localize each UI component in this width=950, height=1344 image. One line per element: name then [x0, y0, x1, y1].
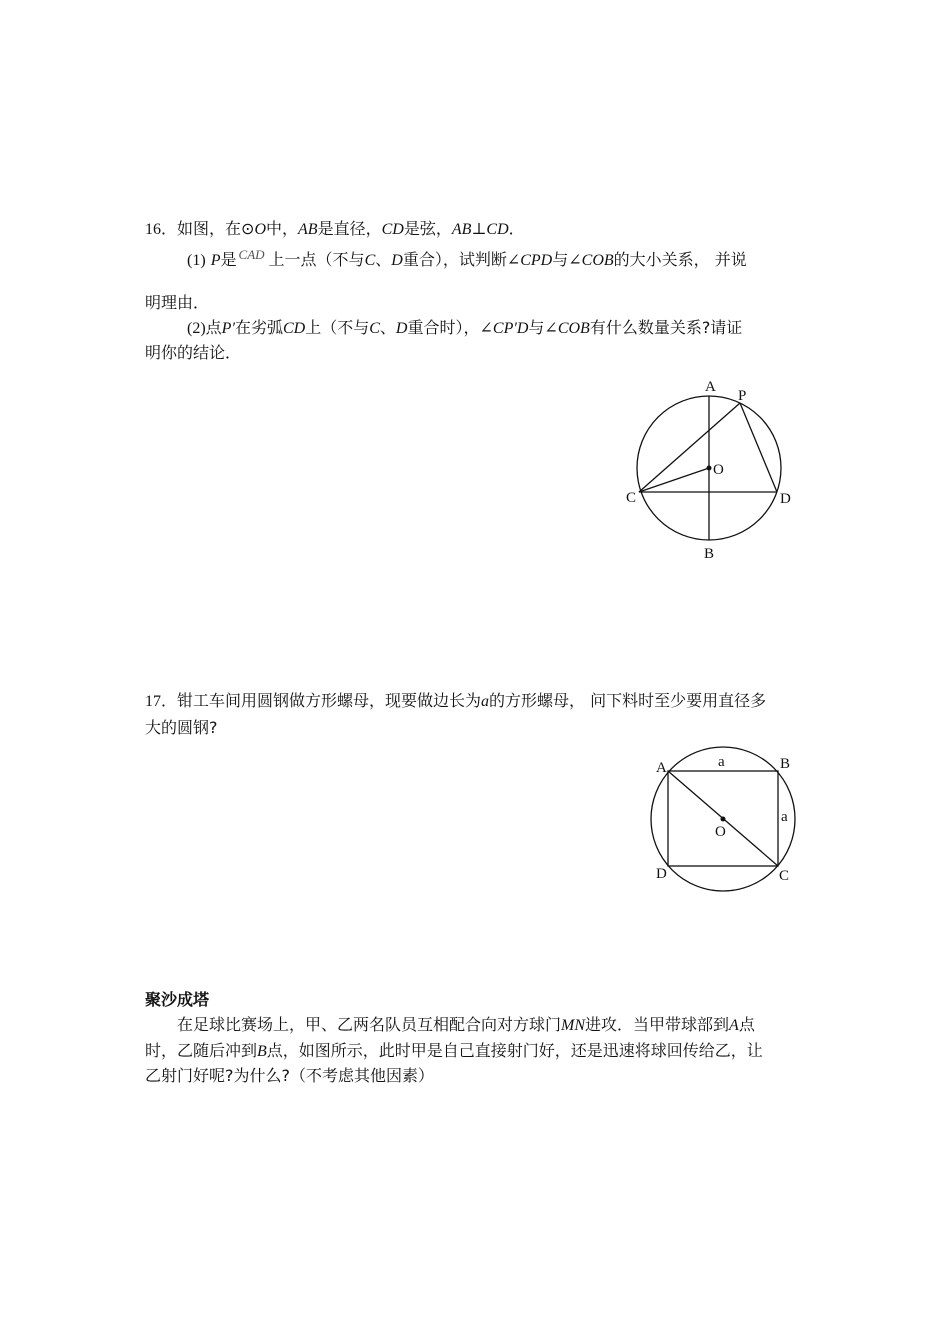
extra-line-1: 在足球比赛场上，甲、乙两名队员互相配合向对方球门MN进攻．当甲带球部到A点 — [177, 1015, 755, 1034]
q17-figure — [645, 752, 815, 892]
q17-center-dot — [721, 817, 726, 822]
q16-label-b: B — [704, 546, 715, 562]
q17-label-d: D — [656, 866, 667, 882]
q17-label-c: C — [779, 868, 790, 884]
q16-label-o: O — [713, 462, 724, 478]
arc-cad-label: CAD — [238, 247, 265, 262]
q16-figure — [620, 375, 820, 565]
q17-label-a-top: a — [718, 754, 725, 770]
q16-number: 16． — [145, 221, 178, 238]
q16-segment-cp — [639, 403, 740, 492]
q16-label-c: C — [626, 490, 637, 506]
q16-part1-line-1: (1) P是 $^{CAD}$ 上一点（不与C、D重合），试判断∠CPD与∠COB的大小关系， 并说 — [187, 247, 747, 269]
q16-center-dot — [707, 466, 712, 471]
q17-number: 17． — [145, 693, 178, 710]
q16-segment-co — [639, 468, 709, 492]
q17-label-a-right: a — [781, 809, 788, 825]
q17-line-2: 大的圆钢? — [145, 718, 218, 737]
q17-label-b: B — [780, 756, 791, 772]
q16-line-1: 16．如图，在⊙O中，AB是直径，CD是弦，AB⊥CD． — [145, 219, 525, 238]
q16-label-d: D — [780, 491, 791, 507]
q16-part2-line-2: 明你的结论． — [145, 343, 242, 362]
q16-part2-line-1: (2)点P′在劣弧CD上（不与C、D重合时），∠CP′D与∠COB有什么数量关系?请证 — [187, 318, 743, 337]
q17-label-o: O — [715, 824, 726, 840]
section-title: 聚沙成塔 — [145, 990, 210, 1009]
q16-label-a: A — [705, 379, 716, 395]
q16-part1-line-2: 明理由． — [145, 293, 210, 312]
extra-line-3: 乙射门好呢?为什么?（不考虑其他因素） — [145, 1066, 434, 1085]
q16-label-p: P — [738, 388, 747, 404]
q17-line-1: 17．钳工车间用圆钢做方形螺母，现要做边长为a的方形螺母， 问下料时至少要用直径多 — [145, 691, 767, 710]
q17-label-a: A — [656, 760, 667, 776]
extra-line-2: 时，乙随后冲到B点，如图所示，此时甲是自己直接射门好，还是迅速将球回传给乙，让 — [145, 1041, 763, 1060]
